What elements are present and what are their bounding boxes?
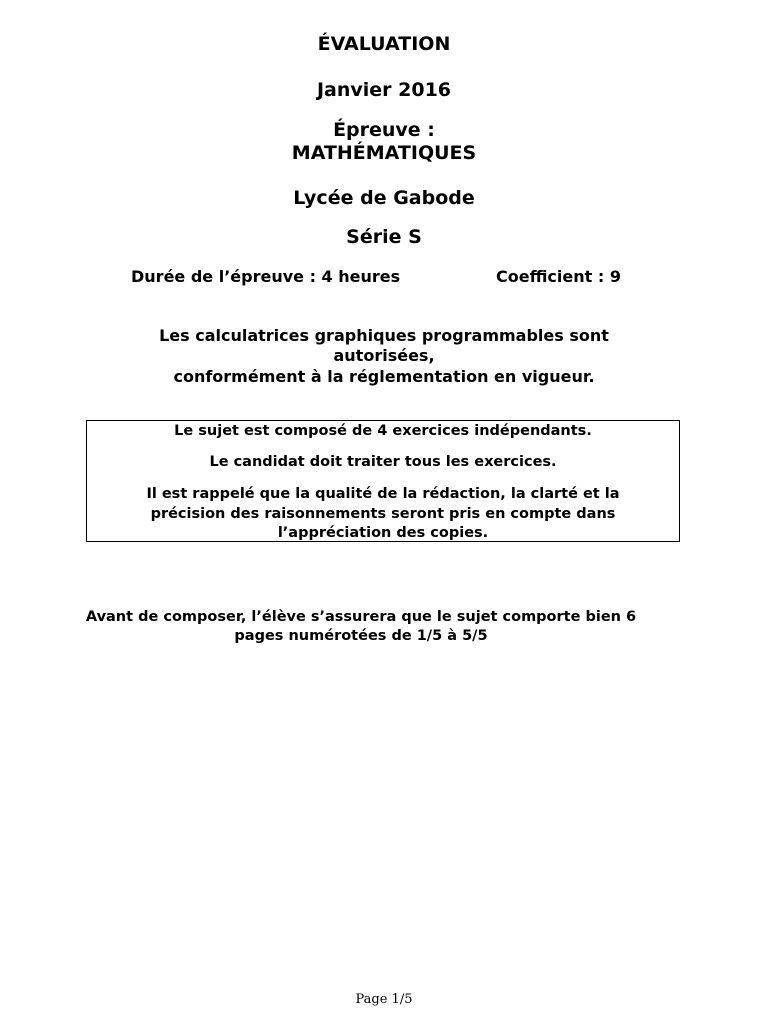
instructions-line: précision des raisonnements seront pris en compte dans — [150, 506, 616, 522]
instructions-line: l’appréciation des copies. — [277, 525, 489, 541]
exam-subject: MATHÉMATIQUES — [291, 142, 477, 164]
instructions-line: Le candidat doit traiter tous les exercices. — [209, 454, 557, 470]
exam-series: Série S — [346, 226, 422, 248]
instructions-line: Le sujet est composé de 4 exercices indépendants. — [174, 423, 592, 439]
calculator-notice-line: autorisées, — [333, 346, 435, 365]
calculator-notice-line: conformément à la réglementation en vigueur. — [173, 367, 595, 386]
page-number: Page 1/5 — [355, 992, 413, 1007]
exam-coefficient: Coefficient : 9 — [496, 267, 621, 286]
exam-date: Janvier 2016 — [316, 79, 452, 101]
calculator-notice-line: Les calculatrices graphiques programmables sont — [159, 326, 609, 345]
school-name: Lycée de Gabode — [293, 187, 475, 209]
page-count-notice: pages numérotées de 1/5 à 5/5 — [234, 628, 488, 644]
exam-title: ÉVALUATION — [317, 33, 451, 55]
instructions-line: Il est rappelé que la qualité de la rédaction, la clarté et la — [146, 486, 620, 502]
epreuve-label: Épreuve : — [333, 119, 435, 141]
page-count-notice: Avant de composer, l’élève s’assurera que le sujet comporte bien 6 — [85, 609, 637, 625]
instructions-box — [86, 420, 680, 542]
exam-duration: Durée de l’épreuve : 4 heures — [131, 267, 401, 286]
